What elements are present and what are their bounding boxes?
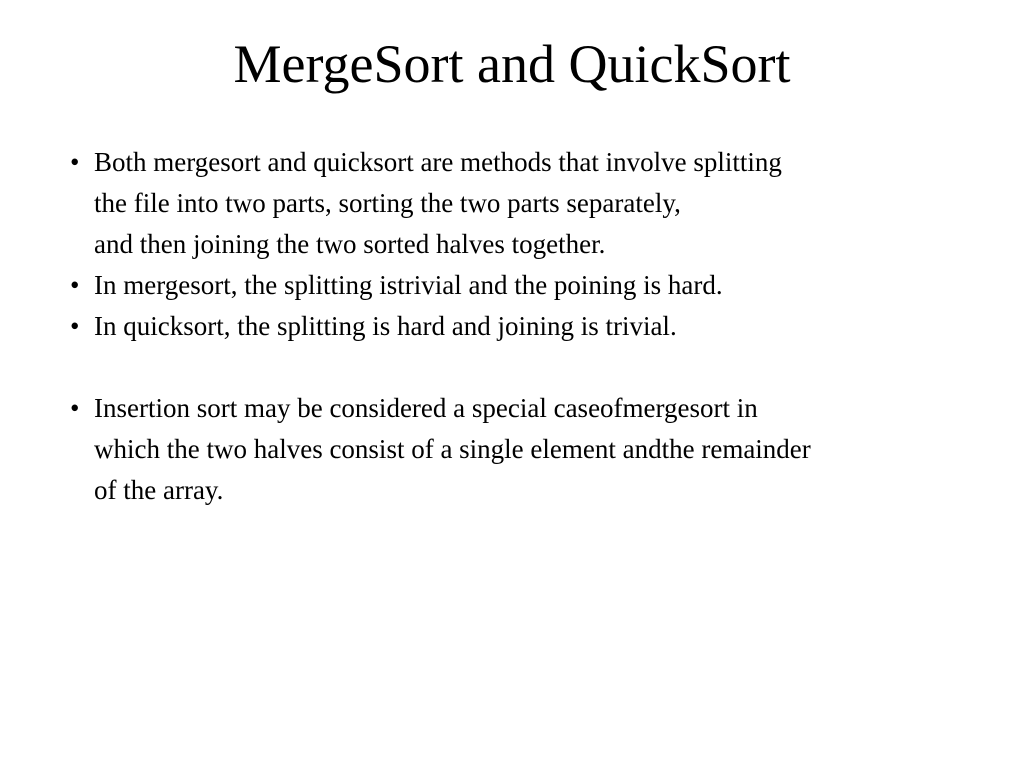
bullet-line: of the array.	[94, 475, 224, 505]
slide-title: MergeSort and QuickSort	[233, 34, 791, 94]
bullet-text	[94, 142, 1015, 265]
bullet-line: the file into two parts, sorting the two parts separately,	[94, 188, 681, 218]
bullet-icon: •	[70, 270, 80, 300]
bullet-line: In quicksort, the splitting is hard and joining is trivial.	[94, 311, 677, 341]
bullet-line: and then joining the two sorted halves together.	[94, 229, 606, 259]
bullet-text	[94, 306, 1015, 347]
bullet-line: Both mergesort and quicksort are methods that involve splitting	[94, 147, 782, 177]
bullet-icon: •	[70, 393, 80, 423]
bullet-line: Insertion sort may be considered a special caseofmergesort in	[94, 393, 758, 423]
bullet-line: which the two halves consist of a single element andthe remainder	[94, 434, 811, 464]
bullet-text	[94, 265, 1015, 306]
bullet-icon: •	[70, 147, 80, 177]
bullet-icon: •	[70, 311, 80, 341]
bullet-item-insertion-sort	[70, 388, 1015, 511]
bullet-item-splitting-methods	[70, 142, 1015, 265]
bullet-list	[70, 142, 1015, 511]
bullet-item-mergesort	[70, 265, 1015, 306]
bullet-item-quicksort	[70, 306, 1015, 347]
bullet-text	[94, 388, 1015, 511]
bullet-line: In mergesort, the splitting istrivial and the poining is hard.	[94, 270, 723, 300]
